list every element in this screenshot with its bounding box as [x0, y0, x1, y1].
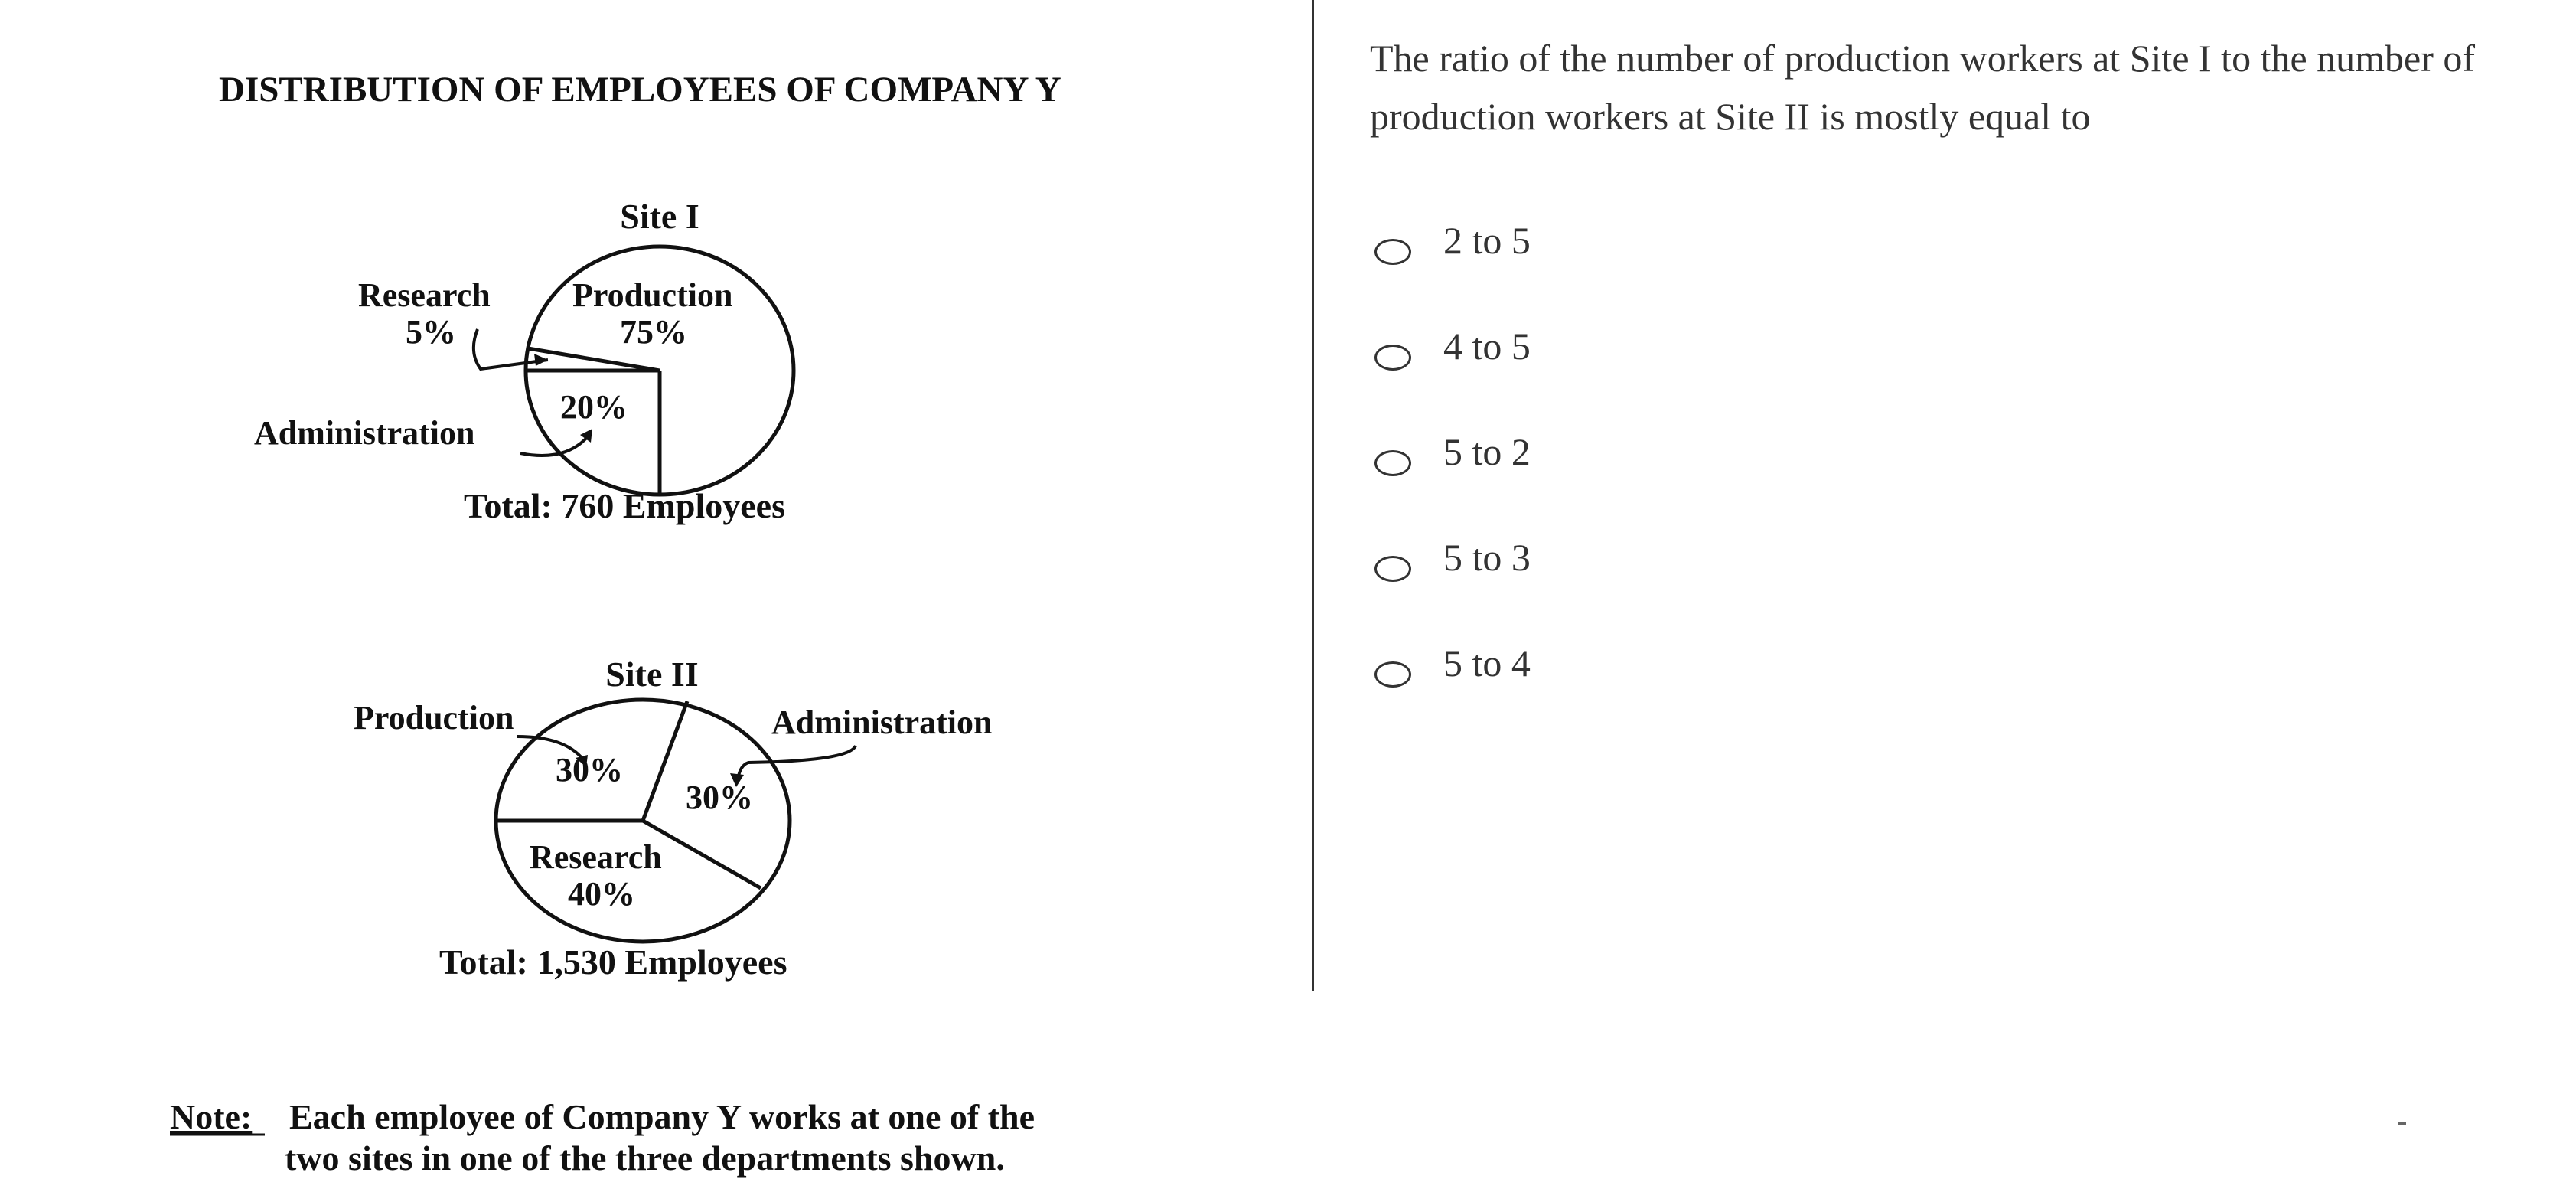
site2-production-percent: 30%	[556, 751, 623, 789]
note-line-2: two sites in one of the three departments shown.	[285, 1138, 1005, 1178]
figure-title: DISTRIBUTION OF EMPLOYEES OF COMPANY Y	[219, 70, 1061, 109]
radio-button-icon[interactable]	[1374, 450, 1411, 476]
note-label: Note:	[170, 1097, 253, 1136]
site1-research-label: Research	[358, 276, 491, 314]
site1-administration-percent: 20%	[560, 388, 628, 426]
site1-research-percent: 5%	[406, 313, 456, 351]
site2-research-label: Research	[530, 838, 662, 876]
panel-divider	[1312, 0, 1314, 991]
site1-administration-label: Administration	[254, 414, 475, 452]
note-line-1: Each employee of Company Y works at one of the	[289, 1097, 1035, 1136]
site2-administration-leader	[738, 746, 856, 781]
site2-total: Total: 1,530 Employees	[439, 942, 787, 982]
choice-label: 2 to 5	[1443, 219, 1531, 262]
choice-option-5[interactable]	[1370, 622, 1531, 727]
choice-label: 5 to 3	[1443, 536, 1531, 579]
site1-production-label: Production	[572, 276, 733, 314]
question-text: The ratio of the number of production workers at Site I to the number of production workers at Site II is mostly equal to	[1370, 37, 2476, 138]
choice-option-2[interactable]	[1370, 305, 1531, 410]
site1-production-percent: 75%	[620, 313, 687, 351]
site2-administration-percent: 30%	[686, 779, 753, 816]
site2-research-percent: 40%	[568, 875, 635, 913]
site2-slice-divider-production	[643, 701, 687, 821]
site1-research-arrowhead	[534, 354, 548, 366]
question-panel	[1370, 29, 2503, 684]
site2-administration-label: Administration	[771, 704, 993, 741]
choice-label: 5 to 4	[1443, 642, 1531, 684]
site1-label: Site I	[620, 197, 699, 236]
site2-label: Site II	[605, 655, 699, 694]
choice-option-1[interactable]	[1370, 199, 1531, 305]
choice-label: 5 to 2	[1443, 430, 1531, 473]
choice-option-3[interactable]	[1370, 410, 1531, 516]
site2-production-label: Production	[354, 699, 514, 737]
radio-button-icon[interactable]	[1374, 345, 1411, 371]
radio-button-icon[interactable]	[1374, 661, 1411, 688]
radio-button-icon[interactable]	[1374, 556, 1411, 582]
answer-choices	[1370, 199, 1531, 727]
radio-button-icon[interactable]	[1374, 239, 1411, 265]
choice-option-4[interactable]	[1370, 516, 1531, 622]
choice-label: 4 to 5	[1443, 325, 1531, 367]
site1-total: Total: 760 Employees	[464, 486, 785, 525]
corner-mark	[2398, 1122, 2406, 1125]
